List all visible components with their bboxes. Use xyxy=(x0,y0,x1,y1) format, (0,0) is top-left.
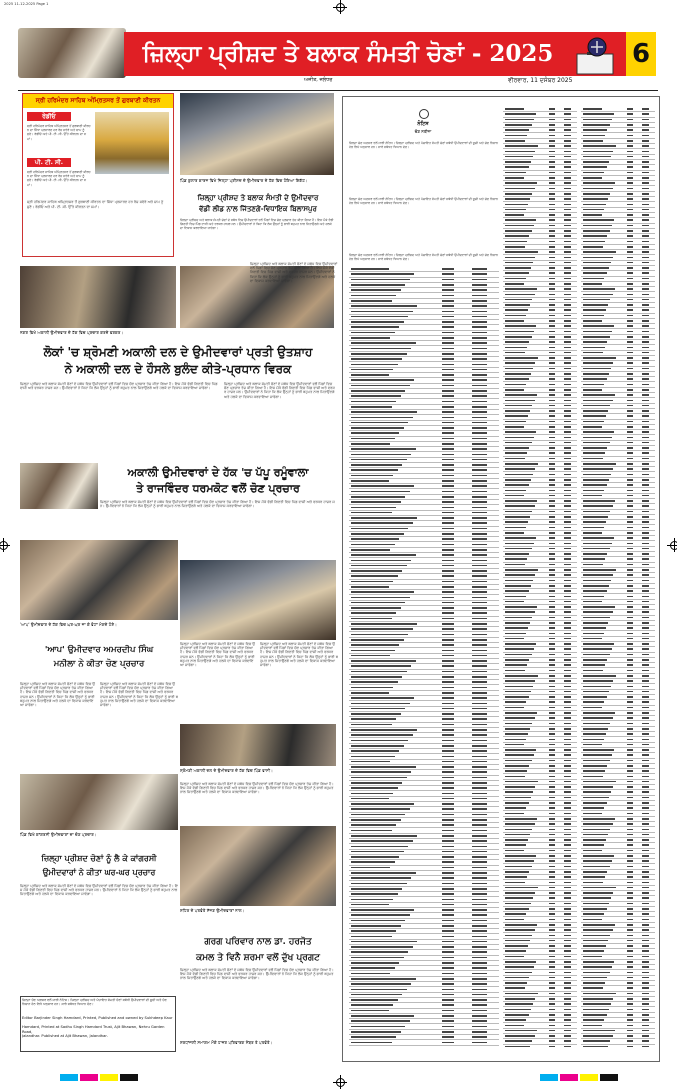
issue-date: ਵੀਰਵਾਰ, 11 ਦਸੰਬਰ 2025 xyxy=(508,77,573,84)
notice-body-2: ਜ਼ਿਲ੍ਹਾ ਚੋਣ ਅਫ਼ਸਰ ਵਲੋਂ ਜਾਰੀ ਨੋਟਿਸ। ਜ਼ਿਲ੍ਹਾ ਪ੍ਰੀਸ਼ਦ ਅਤੇ ਪੰਚਾਇਤ ਸੰਮਤੀ ਚੋਣਾਂ ਸਬੰਧੀ ਉਮੀਦਵਾਰਾਂ ਦੀ ਸੂਚੀ ਅਤੇ ਚੋਣ ਨਿਸ਼ਾਨ ਹੇਠ ਲਿਖੇ ਅਨੁਸਾਰ ਹਨ। ਸਾਰੇ ਸਬੰਧਤ ਧਿਆਨ ਦੇਣ। xyxy=(349,197,499,206)
story1-body: ਜ਼ਿਲ੍ਹਾ ਪ੍ਰੀਸ਼ਦ ਅਤੇ ਬਲਾਕ ਸੰਮਤੀ ਚੋਣਾਂ ਦੇ ਸਬੰਧ ਵਿਚ ਉਮੀਦਵਾਰਾਂ ਵਲੋਂ ਪਿੰਡਾਂ ਵਿਚ ਚੋਣ ਪ੍ਰਚਾਰ ਤੇਜ਼ ਕੀਤਾ ਗਿਆ ਹੈ। ਇਸ ਮੌਕੇ ਵੱਡੀ ਗਿਣਤੀ ਵਿਚ ਪਿੰਡ ਵਾਸੀ ਅਤੇ ਵਰਕਰ ਹਾਜ਼ਰ ਸਨ। ਉਮੀਦਵਾਰਾਂ ਨੇ ਕਿਹਾ ਕਿ ਲੋਕ ਉਨ੍ਹਾਂ ਨੂੰ ਭਾਰੀ ਬਹੁਮਤ ਨਾਲ ਜਿਤਾਉਣਗੇ ਅਤੇ ਹਲਕੇ ਦਾ ਵਿਕਾਸ ਕਰਵਾਇਆ ਜਾਵੇਗਾ। xyxy=(180,218,334,231)
story1-caption: ਪਿੰਡ ਕੁਲਾਰ ਕਾਰਜ ਵਿਖੇ ਜ਼ਿਲ੍ਹਾ ਪ੍ਰੀਸ਼ਦ ਦੇ ਉਮੀਦਵਾਰ ਦੇ ਹੱਕ ਵਿਚ ਹੋਇਆ ਇਕੱਠ। xyxy=(180,178,308,183)
color-bar-black xyxy=(120,1074,138,1081)
mid-body-3: ਜ਼ਿਲ੍ਹਾ ਪ੍ਰੀਸ਼ਦ ਅਤੇ ਬਲਾਕ ਸੰਮਤੀ ਚੋਣਾਂ ਦੇ ਸਬੰਧ ਵਿਚ ਉਮੀਦਵਾਰਾਂ ਵਲੋਂ ਪਿੰਡਾਂ ਵਿਚ ਚੋਣ ਪ੍ਰਚਾਰ ਤੇਜ਼ ਕੀਤਾ ਗਿਆ ਹੈ। ਇਸ ਮੌਕੇ ਵੱਡੀ ਗਿਣਤੀ ਵਿਚ ਪਿੰਡ ਵਾਸੀ ਅਤੇ ਵਰਕਰ ਹਾਜ਼ਰ ਸਨ। ਉਮੀਦਵਾਰਾਂ ਨੇ ਕਿਹਾ ਕਿ ਲੋਕ ਉਨ੍ਹਾਂ ਨੂੰ ਭਾਰੀ ਬਹੁਮਤ ਨਾਲ ਜਿਤਾਉਣਗੇ ਅਤੇ ਹਲਕੇ ਦਾ ਵਿਕਾਸ ਕਰਵਾਇਆ ਜਾਵੇਗਾ। xyxy=(180,782,334,795)
imprint-box xyxy=(20,996,176,1052)
story3-headline-2: ਤੇ ਰਾਜਵਿੰਦਰ ਧਰਮਕੋਟ ਵਲੋਂ ਚੋਣ ਪ੍ਰਚਾਰ xyxy=(136,482,300,495)
results-col-1 xyxy=(349,267,499,1047)
notice-panel xyxy=(342,96,660,1062)
story4-headline-1: 'ਆਪ' ਉਮੀਦਵਾਰ ਅਮਰਦੀਪ ਸਿੰਘ xyxy=(44,645,154,655)
page-number: 6 xyxy=(631,39,651,69)
color-bar-cyan xyxy=(60,1074,78,1081)
golden-temple-photo xyxy=(95,112,169,174)
ad-body-ptc: ਸ੍ਰੀ ਹਰਿਮੰਦਰ ਸਾਹਿਬ ਅੰਮ੍ਰਿਤਸਰ ਤੋਂ ਗੁਰਬਾਣੀ ਕੀਰਤਨ ਦਾ ਸਿੱਧਾ ਪ੍ਰਸਾਰਣ ਹਰ ਰੋਜ਼ ਸਵੇਰੇ ਅਤੇ ਸ਼ਾਮ ਨੂੰ ਸੁਣੋ। ਰੇਡੀਓ ਅਤੇ ਪੀ. ਟੀ. ਸੀ. ਉੱਤੇ ਕੀਰਤਨ ਦਾ ਸਮਾਂ। xyxy=(27,170,91,187)
ballot-box-icon xyxy=(573,36,617,76)
story2-headline-1: ਲੋਕਾਂ 'ਚ ਸ਼੍ਰੋਮਣੀ ਅਕਾਲੀ ਦਲ ਦੇ ਉਮੀਦਵਾਰਾਂ ਪ੍ਰਤੀ ਉਤਸ਼ਾਹ xyxy=(43,345,313,359)
imprint-line-1: Editor Barjinder Singh Hamdard, Printed, Published and owned by Sukhdeep Kaur xyxy=(22,1016,173,1020)
registration-mark-bottom xyxy=(333,1075,347,1089)
color-bar-magenta xyxy=(80,1074,98,1081)
edition-label: ਅਜੀਤ, ਜਲੰਧਰ xyxy=(304,77,333,83)
mid-caption: ਸ਼੍ਰੋਮਣੀ ਅਕਾਲੀ ਦਲ ਦੇ ਉਮੀਦਵਾਰ ਦੇ ਹੱਕ ਵਿਚ ਪਿੰਡ ਵਾਸੀ। xyxy=(180,768,273,773)
imprint-notice: ਜ਼ਿਲ੍ਹਾ ਚੋਣ ਅਫ਼ਸਰ ਵਲੋਂ ਜਾਰੀ ਨੋਟਿਸ। ਜ਼ਿਲ੍ਹਾ ਪ੍ਰੀਸ਼ਦ ਅਤੇ ਪੰਚਾਇਤ ਸੰਮਤੀ ਚੋਣਾਂ ਸਬੰਧੀ ਉਮੀਦਵਾਰਾਂ ਦੀ ਸੂਚੀ ਅਤੇ ਚੋਣ ਨਿਸ਼ਾਨ ਹੇਠ ਲਿਖੇ ਅਨੁਸਾਰ ਹਨ। ਸਾਰੇ ਸਬੰਧਤ ਧਿਆਨ ਦੇਣ। xyxy=(22,998,167,1007)
story2-caption: ਨਗਰ ਵਿਖੇ ਅਕਾਲੀ ਉਮੀਦਵਾਰ ਦੇ ਹੱਕ ਵਿਚ ਪ੍ਰਚਾਰ ਕਰਦੇ ਵਰਕਰ। xyxy=(20,330,124,335)
story5-caption: ਪਿੰਡ ਵਿਖੇ ਕਾਂਗਰਸੀ ਉਮੀਦਵਾਰਾਂ ਦਾ ਚੋਣ ਪ੍ਰਚਾਰ। xyxy=(20,832,97,837)
story6-caption: ਸ਼ਹਿਰ ਦੇ ਪਤਵੰਤੇ ਸੱਜਣ ਉਮੀਦਵਾਰਾਂ ਨਾਲ। xyxy=(180,908,245,913)
story2-body: ਜ਼ਿਲ੍ਹਾ ਪ੍ਰੀਸ਼ਦ ਅਤੇ ਬਲਾਕ ਸੰਮਤੀ ਚੋਣਾਂ ਦੇ ਸਬੰਧ ਵਿਚ ਉਮੀਦਵਾਰਾਂ ਵਲੋਂ ਪਿੰਡਾਂ ਵਿਚ ਚੋਣ ਪ੍ਰਚਾਰ ਤੇਜ਼ ਕੀਤਾ ਗਿਆ ਹੈ। ਇਸ ਮੌਕੇ ਵੱਡੀ ਗਿਣਤੀ ਵਿਚ ਪਿੰਡ ਵਾਸੀ ਅਤੇ ਵਰਕਰ ਹਾਜ਼ਰ ਸਨ। ਉਮੀਦਵਾਰਾਂ ਨੇ ਕਿਹਾ ਕਿ ਲੋਕ ਉਨ੍ਹਾਂ ਨੂੰ ਭਾਰੀ ਬਹੁਮਤ ਨਾਲ ਜਿਤਾਉਣਗੇ ਅਤੇ ਹਲਕੇ ਦਾ ਵਿਕਾਸ ਕਰਵਾਇਆ ਜਾਵੇਗਾ। xyxy=(20,382,218,391)
story4-body-2: ਜ਼ਿਲ੍ਹਾ ਪ੍ਰੀਸ਼ਦ ਅਤੇ ਬਲਾਕ ਸੰਮਤੀ ਚੋਣਾਂ ਦੇ ਸਬੰਧ ਵਿਚ ਉਮੀਦਵਾਰਾਂ ਵਲੋਂ ਪਿੰਡਾਂ ਵਿਚ ਚੋਣ ਪ੍ਰਚਾਰ ਤੇਜ਼ ਕੀਤਾ ਗਿਆ ਹੈ। ਇਸ ਮੌਕੇ ਵੱਡੀ ਗਿਣਤੀ ਵਿਚ ਪਿੰਡ ਵਾਸੀ ਅਤੇ ਵਰਕਰ ਹਾਜ਼ਰ ਸਨ। ਉਮੀਦਵਾਰਾਂ ਨੇ ਕਿਹਾ ਕਿ ਲੋਕ ਉਨ੍ਹਾਂ ਨੂੰ ਭਾਰੀ ਬਹੁਮਤ ਨਾਲ ਜਿਤਾਉਣਗੇ ਅਤੇ ਹਲਕੇ ਦਾ ਵਿਕਾਸ ਕਰਵਾਇਆ ਜਾਵੇਗਾ। xyxy=(100,682,178,708)
story3-body: ਜ਼ਿਲ੍ਹਾ ਪ੍ਰੀਸ਼ਦ ਅਤੇ ਬਲਾਕ ਸੰਮਤੀ ਚੋਣਾਂ ਦੇ ਸਬੰਧ ਵਿਚ ਉਮੀਦਵਾਰਾਂ ਵਲੋਂ ਪਿੰਡਾਂ ਵਿਚ ਚੋਣ ਪ੍ਰਚਾਰ ਤੇਜ਼ ਕੀਤਾ ਗਿਆ ਹੈ। ਇਸ ਮੌਕੇ ਵੱਡੀ ਗਿਣਤੀ ਵਿਚ ਪਿੰਡ ਵਾਸੀ ਅਤੇ ਵਰਕਰ ਹਾਜ਼ਰ ਸਨ। ਉਮੀਦਵਾਰਾਂ ਨੇ ਕਿਹਾ ਕਿ ਲੋਕ ਉਨ੍ਹਾਂ ਨੂੰ ਭਾਰੀ ਬਹੁਮਤ ਨਾਲ ਜਿਤਾਉਣਗੇ ਅਤੇ ਹਲਕੇ ਦਾ ਵਿਕਾਸ ਕਰਵਾਇਆ ਜਾਵੇਗਾ। xyxy=(100,500,335,509)
registration-mark-left xyxy=(0,538,10,552)
notice-subtitle: ਚੋਣ ਨਤੀਜਾ xyxy=(414,129,432,134)
story4-caption: 'ਆਪ' ਉਮੀਦਵਾਰ ਦੇ ਹੱਕ ਵਿਚ ਘਰ-ਘਰ ਜਾ ਕੇ ਵੋਟਾਂ ਮੰਗਦੇ ਹੋਏ। xyxy=(20,622,117,627)
story1-headline-2: ਵੱਡੀ ਲੀਡ ਨਾਲ ਜਿੱਤਣਗੇ-ਵਿਧਾਇਕ ਬਿਲਾਸਪੁਰ xyxy=(199,204,317,213)
story4-body: ਜ਼ਿਲ੍ਹਾ ਪ੍ਰੀਸ਼ਦ ਅਤੇ ਬਲਾਕ ਸੰਮਤੀ ਚੋਣਾਂ ਦੇ ਸਬੰਧ ਵਿਚ ਉਮੀਦਵਾਰਾਂ ਵਲੋਂ ਪਿੰਡਾਂ ਵਿਚ ਚੋਣ ਪ੍ਰਚਾਰ ਤੇਜ਼ ਕੀਤਾ ਗਿਆ ਹੈ। ਇਸ ਮੌਕੇ ਵੱਡੀ ਗਿਣਤੀ ਵਿਚ ਪਿੰਡ ਵਾਸੀ ਅਤੇ ਵਰਕਰ ਹਾਜ਼ਰ ਸਨ। ਉਮੀਦਵਾਰਾਂ ਨੇ ਕਿਹਾ ਕਿ ਲੋਕ ਉਨ੍ਹਾਂ ਨੂੰ ਭਾਰੀ ਬਹੁਮਤ ਨਾਲ ਜਿਤਾਉਣਗੇ ਅਤੇ ਹਲਕੇ ਦਾ ਵਿਕਾਸ ਕਰਵਾਇਆ ਜਾਵੇਗਾ। xyxy=(20,682,96,708)
middle-right-body: ਜ਼ਿਲ੍ਹਾ ਪ੍ਰੀਸ਼ਦ ਅਤੇ ਬਲਾਕ ਸੰਮਤੀ ਚੋਣਾਂ ਦੇ ਸਬੰਧ ਵਿਚ ਉਮੀਦਵਾਰਾਂ ਵਲੋਂ ਪਿੰਡਾਂ ਵਿਚ ਚੋਣ ਪ੍ਰਚਾਰ ਤੇਜ਼ ਕੀਤਾ ਗਿਆ ਹੈ। ਇਸ ਮੌਕੇ ਵੱਡੀ ਗਿਣਤੀ ਵਿਚ ਪਿੰਡ ਵਾਸੀ ਅਤੇ ਵਰਕਰ ਹਾਜ਼ਰ ਸਨ। ਉਮੀਦਵਾਰਾਂ ਨੇ ਕਿਹਾ ਕਿ ਲੋਕ ਉਨ੍ਹਾਂ ਨੂੰ ਭਾਰੀ ਬਹੁਮਤ ਨਾਲ ਜਿਤਾਉਣਗੇ ਅਤੇ ਹਲਕੇ ਦਾ ਵਿਕਾਸ ਕਰਵਾਇਆ ਜਾਵੇਗਾ। xyxy=(250,262,338,283)
color-bar-yellow xyxy=(100,1074,118,1081)
results-col-3 xyxy=(581,107,655,1047)
print-slug: 2025 11-12-2025 Page 1 xyxy=(4,2,49,6)
mid-body-2: ਜ਼ਿਲ੍ਹਾ ਪ੍ਰੀਸ਼ਦ ਅਤੇ ਬਲਾਕ ਸੰਮਤੀ ਚੋਣਾਂ ਦੇ ਸਬੰਧ ਵਿਚ ਉਮੀਦਵਾਰਾਂ ਵਲੋਂ ਪਿੰਡਾਂ ਵਿਚ ਚੋਣ ਪ੍ਰਚਾਰ ਤੇਜ਼ ਕੀਤਾ ਗਿਆ ਹੈ। ਇਸ ਮੌਕੇ ਵੱਡੀ ਗਿਣਤੀ ਵਿਚ ਪਿੰਡ ਵਾਸੀ ਅਤੇ ਵਰਕਰ ਹਾਜ਼ਰ ਸਨ। ਉਮੀਦਵਾਰਾਂ ਨੇ ਕਿਹਾ ਕਿ ਲੋਕ ਉਨ੍ਹਾਂ ਨੂੰ ਭਾਰੀ ਬਹੁਮਤ ਨਾਲ ਜਿਤਾਉਣਗੇ ਅਤੇ ਹਲਕੇ ਦਾ ਵਿਕਾਸ ਕਰਵਾਇਆ ਜਾਵੇਗਾ। xyxy=(260,642,338,668)
results-col-2 xyxy=(503,107,577,1047)
story5-photo xyxy=(20,774,178,830)
color-bar-black-2 xyxy=(600,1074,618,1081)
color-bar-magenta-2 xyxy=(560,1074,578,1081)
results-row xyxy=(503,1045,577,1047)
imprint-line-3: Jalandhar. Published at Ajit Bhawan, Jalandhar. xyxy=(22,1034,108,1038)
story2-photo xyxy=(20,266,176,328)
color-bar-yellow-2 xyxy=(580,1074,598,1081)
notice-body-3: ਜ਼ਿਲ੍ਹਾ ਚੋਣ ਅਫ਼ਸਰ ਵਲੋਂ ਜਾਰੀ ਨੋਟਿਸ। ਜ਼ਿਲ੍ਹਾ ਪ੍ਰੀਸ਼ਦ ਅਤੇ ਪੰਚਾਇਤ ਸੰਮਤੀ ਚੋਣਾਂ ਸਬੰਧੀ ਉਮੀਦਵਾਰਾਂ ਦੀ ਸੂਚੀ ਅਤੇ ਚੋਣ ਨਿਸ਼ਾਨ ਹੇਠ ਲਿਖੇ ਅਨੁਸਾਰ ਹਨ। ਸਾਰੇ ਸਬੰਧਤ ਧਿਆਨ ਦੇਣ। xyxy=(349,253,499,262)
story4-photo xyxy=(20,540,178,620)
story6-caption-2: ਸ਼ਰਧਾਂਜਲੀ ਸਮਾਗਮ ਮੌਕੇ ਹਾਜ਼ਰ ਪਰਿਵਾਰਕ ਮੈਂਬਰ ਤੇ ਪਤਵੰਤੇ। xyxy=(180,1040,273,1045)
story6-photo xyxy=(180,826,336,906)
ad-body-bottom: ਸ੍ਰੀ ਹਰਿਮੰਦਰ ਸਾਹਿਬ ਅੰਮ੍ਰਿਤਸਰ ਤੋਂ ਗੁਰਬਾਣੀ ਕੀਰਤਨ ਦਾ ਸਿੱਧਾ ਪ੍ਰਸਾਰਣ ਹਰ ਰੋਜ਼ ਸਵੇਰੇ ਅਤੇ ਸ਼ਾਮ ਨੂੰ ਸੁਣੋ। ਰੇਡੀਓ ਅਤੇ ਪੀ. ਟੀ. ਸੀ. ਉੱਤੇ ਕੀਰਤਨ ਦਾ ਸਮਾਂ। xyxy=(27,200,164,209)
ad-label-ptc: ਪੀ. ਟੀ. ਸੀ. xyxy=(27,158,71,167)
story4-headline-2: ਮਨੀਲਾ ਨੇ ਕੀਤਾ ਚੋਣ ਪ੍ਰਚਾਰ xyxy=(53,659,145,669)
ad-label-radio: ਰੇਡੀਓ xyxy=(27,112,71,121)
story2-headline-2: ਨੇ ਅਕਾਲੀ ਦਲ ਦੇ ਹੌਸਲੇ ਬੁਲੰਦ ਕੀਤੇ-ਪ੍ਰਧਾਨ ਵਿਰਕ xyxy=(64,362,292,376)
mid-photo xyxy=(180,724,336,766)
color-bar-cyan-2 xyxy=(540,1074,558,1081)
header-title: ਜ਼ਿਲ੍ਹਾ ਪ੍ਰੀਸ਼ਦ ਤੇ ਬਲਾਕ ਸੰਮਤੀ ਚੋਣਾਂ - 2025 xyxy=(142,40,554,67)
story5-headline-1: ਜ਼ਿਲ੍ਹਾ ਪ੍ਰੀਸ਼ਦ ਚੋਣਾਂ ਨੂੰ ਲੈ ਕੇ ਕਾਂਗਰਸੀ xyxy=(41,853,157,863)
story3-photo xyxy=(20,463,98,509)
results-row xyxy=(581,1045,655,1047)
mid-body-1: ਜ਼ਿਲ੍ਹਾ ਪ੍ਰੀਸ਼ਦ ਅਤੇ ਬਲਾਕ ਸੰਮਤੀ ਚੋਣਾਂ ਦੇ ਸਬੰਧ ਵਿਚ ਉਮੀਦਵਾਰਾਂ ਵਲੋਂ ਪਿੰਡਾਂ ਵਿਚ ਚੋਣ ਪ੍ਰਚਾਰ ਤੇਜ਼ ਕੀਤਾ ਗਿਆ ਹੈ। ਇਸ ਮੌਕੇ ਵੱਡੀ ਗਿਣਤੀ ਵਿਚ ਪਿੰਡ ਵਾਸੀ ਅਤੇ ਵਰਕਰ ਹਾਜ਼ਰ ਸਨ। ਉਮੀਦਵਾਰਾਂ ਨੇ ਕਿਹਾ ਕਿ ਲੋਕ ਉਨ੍ਹਾਂ ਨੂੰ ਭਾਰੀ ਬਹੁਮਤ ਨਾਲ ਜਿਤਾਉਣਗੇ ਅਤੇ ਹਲਕੇ ਦਾ ਵਿਕਾਸ ਕਰਵਾਇਆ ਜਾਵੇਗਾ। xyxy=(180,642,256,668)
ad-title: ਸ੍ਰੀ ਹਰਿਮੰਦਰ ਸਾਹਿਬ ਅੰਮ੍ਰਿਤਸਰ ਤੋਂ ਗੁਰਬਾਣੀ ਕੀਰਤਨ xyxy=(23,94,173,108)
registration-mark-top xyxy=(333,0,347,14)
story2-body-2: ਜ਼ਿਲ੍ਹਾ ਪ੍ਰੀਸ਼ਦ ਅਤੇ ਬਲਾਕ ਸੰਮਤੀ ਚੋਣਾਂ ਦੇ ਸਬੰਧ ਵਿਚ ਉਮੀਦਵਾਰਾਂ ਵਲੋਂ ਪਿੰਡਾਂ ਵਿਚ ਚੋਣ ਪ੍ਰਚਾਰ ਤੇਜ਼ ਕੀਤਾ ਗਿਆ ਹੈ। ਇਸ ਮੌਕੇ ਵੱਡੀ ਗਿਣਤੀ ਵਿਚ ਪਿੰਡ ਵਾਸੀ ਅਤੇ ਵਰਕਰ ਹਾਜ਼ਰ ਸਨ। ਉਮੀਦਵਾਰਾਂ ਨੇ ਕਿਹਾ ਕਿ ਲੋਕ ਉਨ੍ਹਾਂ ਨੂੰ ਭਾਰੀ ਬਹੁਮਤ ਨਾਲ ਜਿਤਾਉਣਗੇ ਅਤੇ ਹਲਕੇ ਦਾ ਵਿਕਾਸ ਕਰਵਾਇਆ ਜਾਵੇਗਾ। xyxy=(224,382,335,399)
story6-body: ਜ਼ਿਲ੍ਹਾ ਪ੍ਰੀਸ਼ਦ ਅਤੇ ਬਲਾਕ ਸੰਮਤੀ ਚੋਣਾਂ ਦੇ ਸਬੰਧ ਵਿਚ ਉਮੀਦਵਾਰਾਂ ਵਲੋਂ ਪਿੰਡਾਂ ਵਿਚ ਚੋਣ ਪ੍ਰਚਾਰ ਤੇਜ਼ ਕੀਤਾ ਗਿਆ ਹੈ। ਇਸ ਮੌਕੇ ਵੱਡੀ ਗਿਣਤੀ ਵਿਚ ਪਿੰਡ ਵਾਸੀ ਅਤੇ ਵਰਕਰ ਹਾਜ਼ਰ ਸਨ। ਉਮੀਦਵਾਰਾਂ ਨੇ ਕਿਹਾ ਕਿ ਲੋਕ ਉਨ੍ਹਾਂ ਨੂੰ ਭਾਰੀ ਬਹੁਮਤ ਨਾਲ ਜਿਤਾਉਣਗੇ ਅਤੇ ਹਲਕੇ ਦਾ ਵਿਕਾਸ ਕਰਵਾਇਆ ਜਾਵੇਗਾ। xyxy=(180,968,334,981)
header-rule xyxy=(18,90,658,91)
registration-mark-right xyxy=(667,538,677,552)
results-row xyxy=(349,1046,499,1047)
story1-headline-1: ਜ਼ਿਲ੍ਹਾ ਪ੍ਰੀਸ਼ਦ ਤੇ ਬਲਾਕ ਸੰਮਤੀ ਦੇ ਉਮੀਦਵਾਰ xyxy=(197,193,319,202)
story5-body: ਜ਼ਿਲ੍ਹਾ ਪ੍ਰੀਸ਼ਦ ਅਤੇ ਬਲਾਕ ਸੰਮਤੀ ਚੋਣਾਂ ਦੇ ਸਬੰਧ ਵਿਚ ਉਮੀਦਵਾਰਾਂ ਵਲੋਂ ਪਿੰਡਾਂ ਵਿਚ ਚੋਣ ਪ੍ਰਚਾਰ ਤੇਜ਼ ਕੀਤਾ ਗਿਆ ਹੈ। ਇਸ ਮੌਕੇ ਵੱਡੀ ਗਿਣਤੀ ਵਿਚ ਪਿੰਡ ਵਾਸੀ ਅਤੇ ਵਰਕਰ ਹਾਜ਼ਰ ਸਨ। ਉਮੀਦਵਾਰਾਂ ਨੇ ਕਿਹਾ ਕਿ ਲੋਕ ਉਨ੍ਹਾਂ ਨੂੰ ਭਾਰੀ ਬਹੁਮਤ ਨਾਲ ਜਿਤਾਉਣਗੇ ਅਤੇ ਹਲਕੇ ਦਾ ਵਿਕਾਸ ਕਰਵਾਇਆ ਜਾਵੇਗਾ। xyxy=(20,884,178,897)
story4-photo-2 xyxy=(180,560,336,640)
header-band xyxy=(18,28,658,90)
story3-headline-1: ਅਕਾਲੀ ਉਮੀਦਵਾਰਾਂ ਦੇ ਹੱਕ 'ਚ ਪੱਪੂ ਰਮੂੰਵਾਲਾ xyxy=(127,466,309,479)
notice-title: ਨੋਟਿਸ xyxy=(417,121,429,127)
story5-headline-2: ਉਮੀਦਵਾਰਾਂ ਨੇ ਕੀਤਾ ਘਰ-ਘਰ ਪ੍ਰਚਾਰ xyxy=(42,867,156,877)
ad-body-radio: ਸ੍ਰੀ ਹਰਿਮੰਦਰ ਸਾਹਿਬ ਅੰਮ੍ਰਿਤਸਰ ਤੋਂ ਗੁਰਬਾਣੀ ਕੀਰਤਨ ਦਾ ਸਿੱਧਾ ਪ੍ਰਸਾਰਣ ਹਰ ਰੋਜ਼ ਸਵੇਰੇ ਅਤੇ ਸ਼ਾਮ ਨੂੰ ਸੁਣੋ। ਰੇਡੀਓ ਅਤੇ ਪੀ. ਟੀ. ਸੀ. ਉੱਤੇ ਕੀਰਤਨ ਦਾ ਸਮਾਂ। xyxy=(27,124,91,141)
header-candidates-photo xyxy=(18,28,126,78)
story6-headline-2: ਕਮਲ ਤੇ ਵਿਨੈ ਸ਼ਰਮਾ ਵਲੋਂ ਦੁੱਖ ਪ੍ਰਗਟ xyxy=(196,953,320,963)
ad-box xyxy=(22,93,174,257)
story1-photo xyxy=(180,93,334,175)
story6-headline-1: ਗਰਗ ਪਰਿਵਾਰ ਨਾਲ ਡਾ. ਹਰਜੋਤ xyxy=(204,937,312,947)
notice-body-1: ਜ਼ਿਲ੍ਹਾ ਚੋਣ ਅਫ਼ਸਰ ਵਲੋਂ ਜਾਰੀ ਨੋਟਿਸ। ਜ਼ਿਲ੍ਹਾ ਪ੍ਰੀਸ਼ਦ ਅਤੇ ਪੰਚਾਇਤ ਸੰਮਤੀ ਚੋਣਾਂ ਸਬੰਧੀ ਉਮੀਦਵਾਰਾਂ ਦੀ ਸੂਚੀ ਅਤੇ ਚੋਣ ਨਿਸ਼ਾਨ ਹੇਠ ਲਿਖੇ ਅਨੁਸਾਰ ਹਨ। ਸਾਰੇ ਸਬੰਧਤ ਧਿਆਨ ਦੇਣ। xyxy=(349,141,499,150)
imprint-line-2: Hamdard, Printed at Sadhu Singh Hamdard Trust, Ajit Bhawan, Nehru Garden Road, xyxy=(22,1025,165,1034)
emblem-icon xyxy=(419,109,429,119)
